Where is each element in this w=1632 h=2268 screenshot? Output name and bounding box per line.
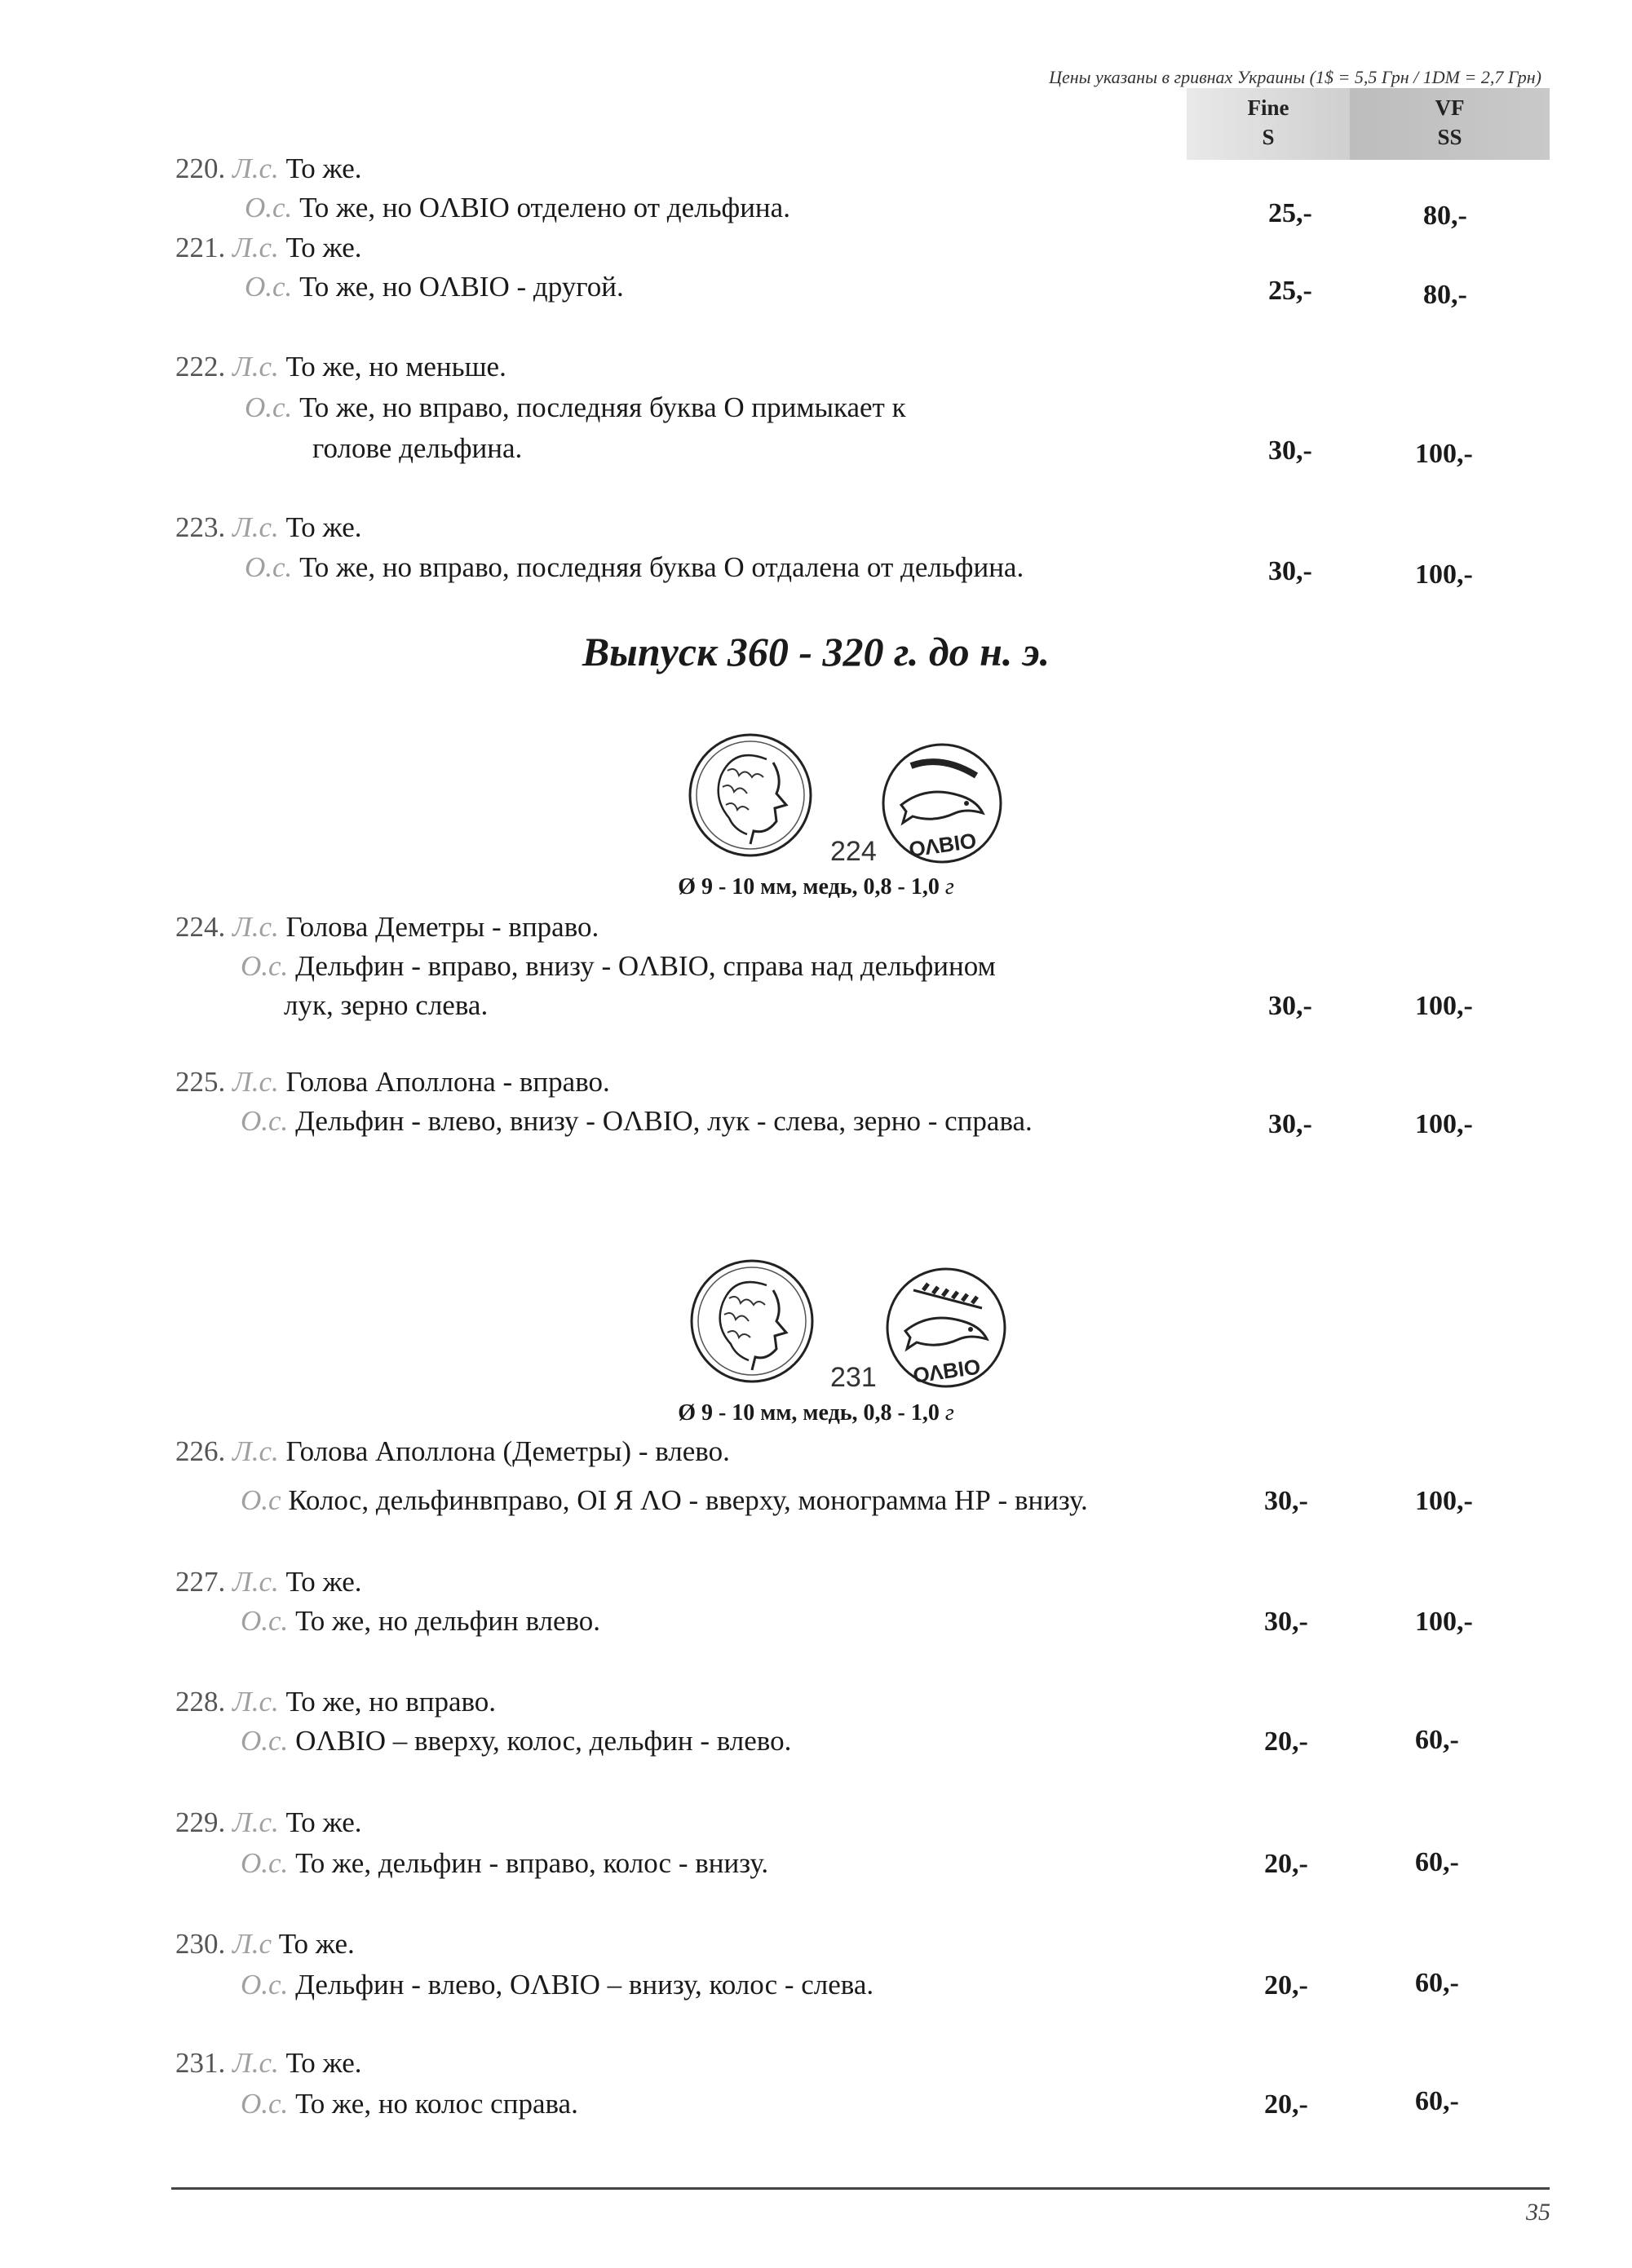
catalog-entry-225-obverse: 225. Л.с. Голова Аполлона - вправо.: [175, 1066, 610, 1098]
coin-specs: Ø 9 - 10 мм, медь, 0,8 - 1,0 г: [678, 1400, 954, 1426]
grade-vf-label: VF: [1435, 95, 1465, 120]
price-fine: 20,-: [1264, 1726, 1308, 1757]
catalog-entry-226-obverse: 226. Л.с. Голова Аполлона (Деметры) - влево.: [175, 1435, 730, 1467]
coin-legend: ΟΛΒΙΟ: [907, 828, 978, 862]
price-fine: 30,-: [1268, 1109, 1312, 1139]
price-fine: 30,-: [1264, 1486, 1308, 1516]
catalog-entry-224-reverse-cont: лук, зерно слева.: [284, 989, 489, 1021]
catalog-entry-231-obverse: 231. Л.с. То же.: [175, 2047, 362, 2079]
price-fine: 25,-: [1268, 198, 1312, 228]
coin-reverse-dolphin-icon: [877, 738, 1007, 869]
price-vf: 60,-: [1415, 2086, 1459, 2116]
catalog-entry-231-reverse: О.с. То же, но колос справа.: [241, 2088, 578, 2120]
grade-s-label: S: [1262, 125, 1275, 149]
catalog-entry-220-reverse: О.с. То же, но ОΛBIO отделено от дельфина.: [245, 192, 790, 223]
price-note: Цены указаны в гривнах Украины (1$ = 5,5 Грн / 1DM = 2,7 Грн): [1049, 67, 1541, 87]
price-vf: 60,-: [1415, 1847, 1459, 1877]
price-fine: 20,-: [1264, 1970, 1308, 2001]
catalog-entry-222-reverse: О.с. То же, но вправо, последняя буква О примыкает к: [245, 391, 906, 423]
price-fine: 25,-: [1268, 276, 1312, 306]
catalog-entry-228-reverse: О.с. ОΛBIO – вверху, колос, дельфин - влево.: [241, 1725, 792, 1757]
catalog-entry-228-obverse: 228. Л.с. То же, но вправо.: [175, 1686, 497, 1718]
price-vf: 100,-: [1415, 1109, 1473, 1139]
catalog-entry-227-obverse: 227. Л.с. То же.: [175, 1566, 362, 1598]
grade-header-vf: [1350, 88, 1550, 160]
catalog-entry-221-reverse: О.с. То же, но ОΛBIO - другой.: [245, 271, 624, 303]
price-fine: 30,-: [1268, 556, 1312, 586]
price-fine: 30,-: [1268, 435, 1312, 466]
price-vf: 100,-: [1415, 1607, 1473, 1637]
catalog-entry-221-obverse: 221. Л.с. То же.: [175, 232, 362, 263]
price-fine: 20,-: [1264, 2089, 1308, 2120]
price-vf: 100,-: [1415, 991, 1473, 1021]
catalog-entry-229-obverse: 229. Л.с. То же.: [175, 1806, 362, 1838]
price-vf: 60,-: [1415, 1725, 1459, 1755]
price-fine: 30,-: [1264, 1607, 1308, 1637]
catalog-entry-224-reverse: О.с. Дельфин - вправо, внизу - ОΛBIO, справа над дельфином: [241, 950, 996, 982]
grade-ss-label: SS: [1437, 125, 1462, 149]
catalog-entry-227-reverse: О.с. То же, но дельфин влево.: [241, 1605, 601, 1637]
coin-obverse-head-icon: [687, 1256, 817, 1386]
catalog-entry-226-reverse: О.с Колос, дельфинвправо, ОΙ Я ΛО - вверху, монограмма ΗΡ - внизу.: [241, 1484, 1088, 1516]
price-vf: 80,-: [1423, 280, 1467, 310]
section-heading: Выпуск 360 - 320 г. до н. э.: [582, 629, 1050, 674]
catalog-entry-220-obverse: 220. Л.с. То же.: [175, 153, 362, 184]
coin-number: 224: [830, 836, 877, 867]
coin-number: 231: [830, 1362, 877, 1393]
catalog-entry-224-obverse: 224. Л.с. Голова Деметры - вправо.: [175, 911, 599, 943]
price-vf: 80,-: [1423, 201, 1467, 231]
page-number: 35: [1526, 2199, 1550, 2226]
coin-legend: ΟΛΒΙΟ: [911, 1354, 982, 1388]
catalog-entry-230-reverse: О.с. Дельфин - влево, ОΛBIO – внизу, колос - слева.: [241, 1969, 874, 2001]
catalog-entry-223-obverse: 223. Л.с. То же.: [175, 511, 362, 543]
grade-header-fine: [1187, 88, 1350, 160]
catalog-entry-222-reverse-cont: голове дельфина.: [312, 432, 523, 464]
catalog-entry-230-obverse: 230. Л.с То же.: [175, 1928, 355, 1960]
coin-reverse-dolphin-grain-icon: [881, 1262, 1011, 1393]
price-vf: 100,-: [1415, 559, 1473, 590]
coin-obverse-head-icon: [685, 730, 816, 860]
catalog-entry-223-reverse: О.с. То же, но вправо, последняя буква О отдалена от дельфина.: [245, 551, 1024, 583]
footer-rule: [171, 2187, 1550, 2190]
coin-specs: Ø 9 - 10 мм, медь, 0,8 - 1,0 г: [678, 874, 954, 900]
catalog-entry-225-reverse: О.с. Дельфин - влево, внизу - ОΛBIO, лук - слева, зерно - справа.: [241, 1105, 1033, 1137]
catalog-entry-229-reverse: О.с. То же, дельфин - вправо, колос - внизу.: [241, 1847, 769, 1879]
price-vf: 100,-: [1415, 439, 1473, 469]
price-vf: 60,-: [1415, 1968, 1459, 1998]
price-vf: 100,-: [1415, 1486, 1473, 1516]
catalog-entry-222-obverse: 222. Л.с. То же, но меньше.: [175, 351, 506, 382]
price-fine: 20,-: [1264, 1849, 1308, 1879]
price-fine: 30,-: [1268, 991, 1312, 1021]
grade-fine-label: Fine: [1247, 95, 1289, 120]
